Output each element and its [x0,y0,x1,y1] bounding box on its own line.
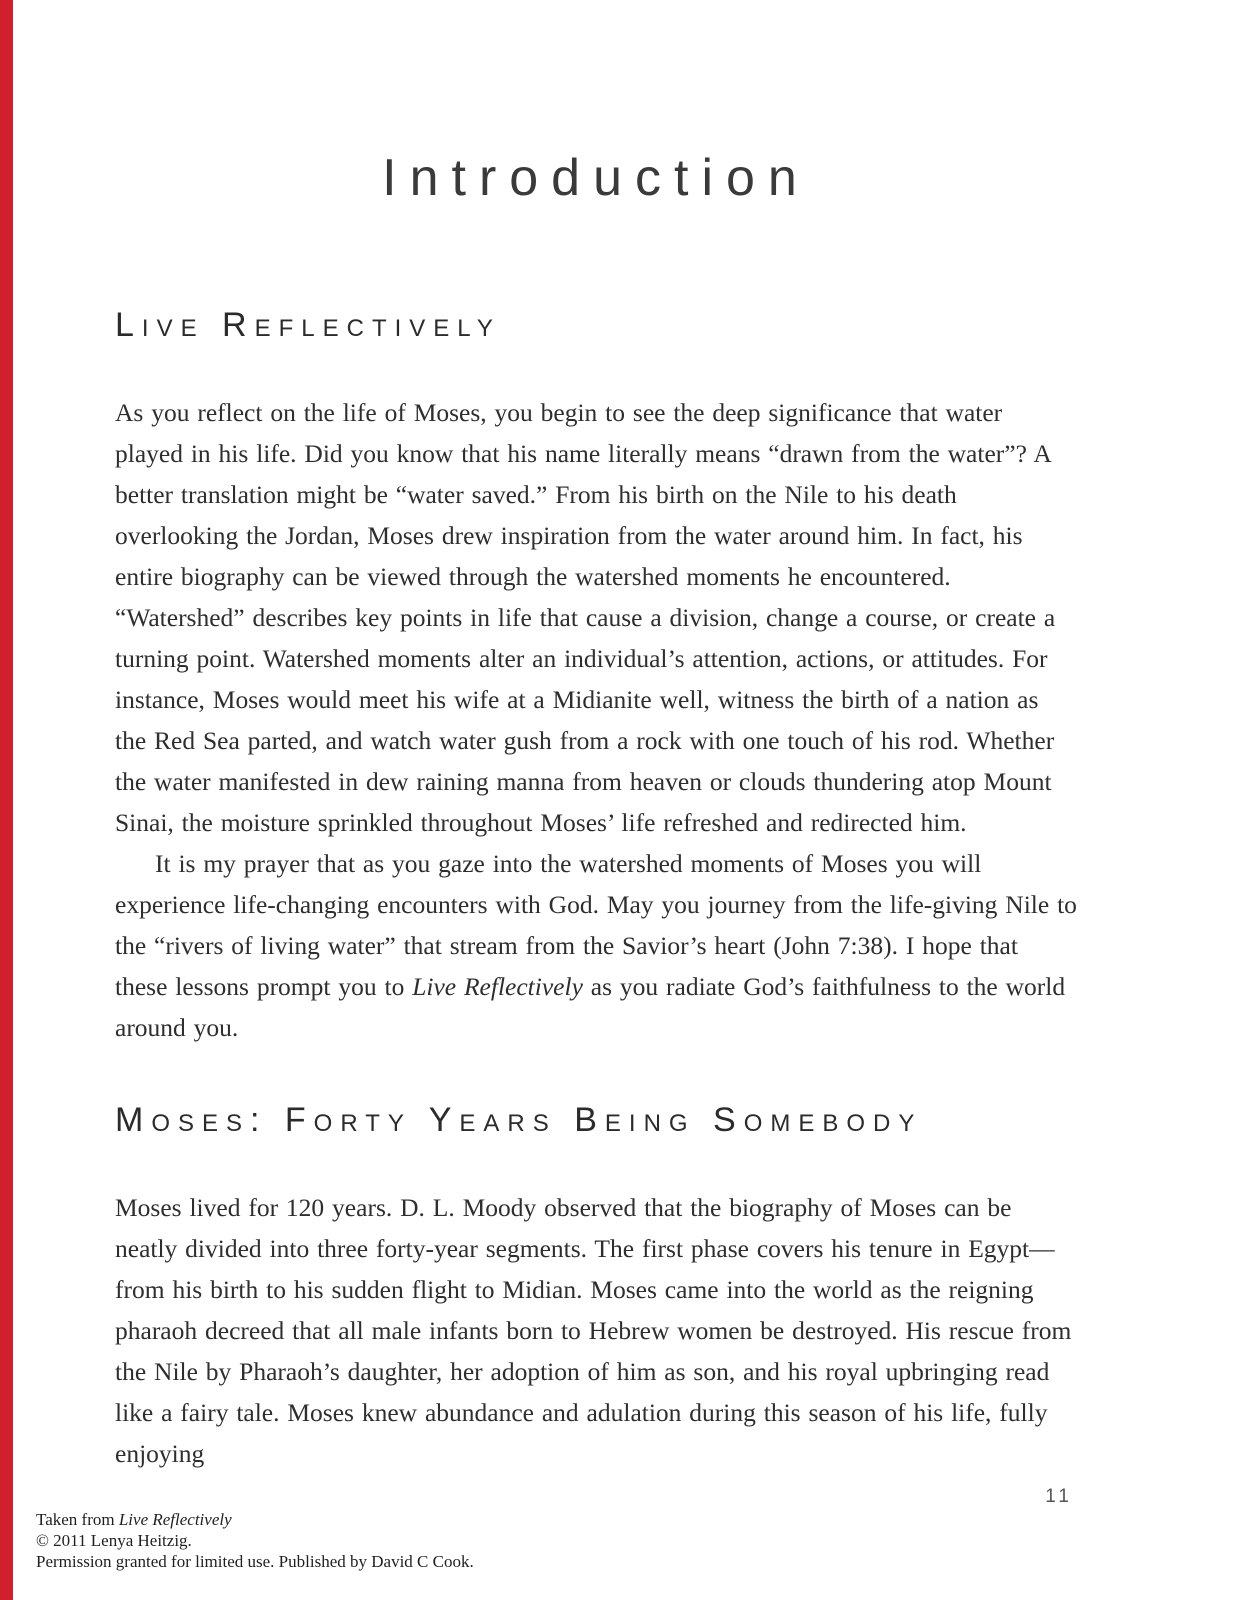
section-body [115,392,1077,1048]
section-heading-live-reflectively: Live Reflectively [115,306,501,345]
section-live-reflectively [115,305,1077,1048]
page-number: 11 [1045,1486,1073,1507]
section-forty-years [115,1100,1077,1474]
footer-copyright-line: © 2011 Lenya Heitzig. [36,1531,192,1550]
footer-source-line: Taken from Live Reflectively [36,1510,232,1529]
footer-permission-line: Permission granted for limited use. Published by David C Cook. [36,1552,474,1571]
red-accent-bar [0,0,13,1600]
page-content [115,0,1077,1474]
section-heading-forty-years: Moses: Forty Years Being Somebody [115,1100,923,1139]
page-title: Introduction [382,149,810,207]
section-body [115,1187,1077,1474]
body-paragraph: Moses lived for 120 years. D. L. Moody observed that the biography of Moses can be neatly divided into three forty-year segments. The first phase covers his tenure in Egypt—from his birth to his sudden flight to Midian. Moses came into the world as the reigning pharaoh decreed that all male infants born to Hebrew women be destroyed. His rescue from the Nile by Pharaoh’s daughter, her adoption of him as son, and his royal upbringing read like a fairy tale. Moses knew abundance and adulation during this season of his life, fully enjoying [115,1192,1072,1468]
body-paragraph: As you reflect on the life of Moses, you begin to see the deep significance that water played in his life. Did you know that his name literally means “drawn from the water”? A better translation might be “water saved.” From his birth on the Nile to his death overlooking the Jordan, Moses drew inspiration from the water around him. In fact, his entire biography can be viewed through the watershed moments he encountered. “Watershed” describes key points in life that cause a division, change a course, or create a turning point. Watershed moments alter an individual’s attention, actions, or attitudes. For instance, Moses would meet his wife at a Midianite well, witness the birth of a nation as the Red Sea parted, and watch water gush from a rock with one touch of his rod. Whether the water manifested in dew raining manna from heaven or clouds thundering atop Mount Sinai, the moisture sprinkled throughout Moses’ life refreshed and redirected him. [115,397,1056,837]
credit-footer [36,1509,474,1572]
body-paragraph: It is my prayer that as you gaze into the watershed moments of Moses you will experience life-changing encounters with God. May you journey from the life-giving Nile to the “rivers of living water” that stream from the Savior’s heart (John 7:38). I hope that these lessons prompt you to Live Reflectively as you radiate God’s faithfulness to the world around you. [115,848,1077,1042]
